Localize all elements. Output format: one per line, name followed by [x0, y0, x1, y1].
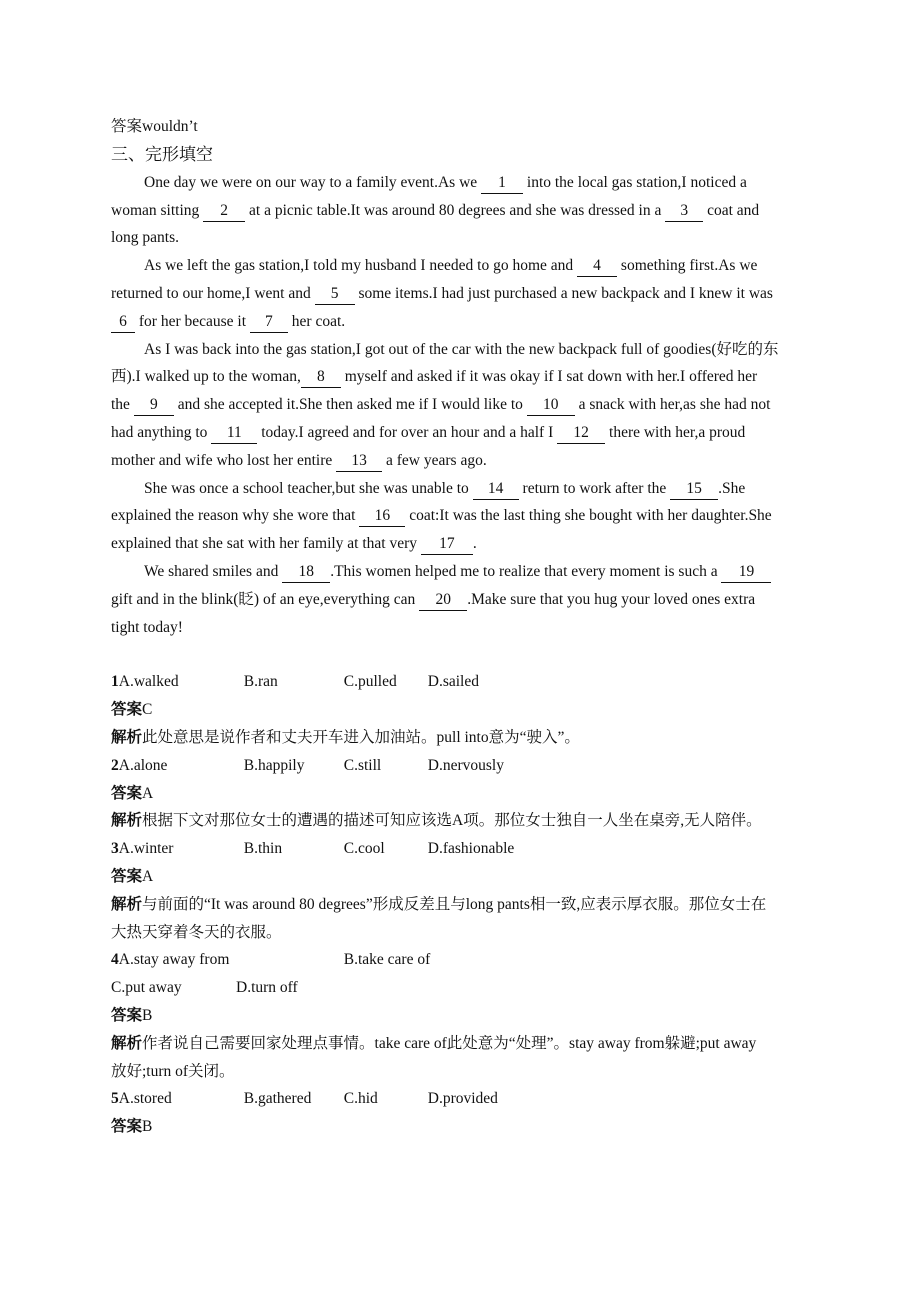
passage-text: As we left the gas station,I told my husband I needed to go home and	[144, 257, 578, 275]
question-5	[111, 1085, 811, 1141]
passage-text: explained that she sat with her family at that very	[111, 535, 421, 553]
option-b: B.happily	[243, 756, 305, 774]
answer-label: 答案	[111, 118, 143, 135]
passage-text: 西).I walked up to the woman,	[111, 368, 301, 386]
answer-label: 答案	[111, 784, 143, 802]
question-number: 5	[111, 1090, 119, 1108]
answer-label: 答案	[111, 1118, 143, 1136]
option-b: B.gathered	[243, 1090, 312, 1108]
passage-text: One day we were on our way to a family event.As we	[144, 173, 482, 191]
analysis-label: 解析	[111, 895, 143, 913]
blank-14: 14	[473, 479, 519, 500]
document-page	[111, 113, 811, 1141]
passage-paragraph-1	[111, 169, 811, 252]
blank-20: 20	[419, 590, 467, 611]
blank-2: 2	[203, 201, 245, 222]
analysis-label: 解析	[111, 1034, 143, 1052]
option-a: A.stored	[118, 1090, 172, 1108]
passage-text: into the local gas station,I noticed a	[523, 173, 747, 191]
passage-text: returned to our home,I went and	[111, 284, 315, 302]
analysis-text: 大热天穿着冬天的衣服。	[111, 923, 282, 941]
blank-15: 15	[670, 479, 718, 500]
option-d: D.provided	[427, 1090, 498, 1108]
passage-text: return to work after the	[518, 479, 671, 497]
passage-text: a snack with her,as she had not	[574, 396, 771, 414]
passage-paragraph-5	[111, 558, 811, 641]
blank-1: 1	[481, 173, 523, 194]
answer-value: A	[142, 867, 154, 885]
passage-paragraph-4	[111, 475, 811, 558]
option-d: D.sailed	[427, 673, 479, 691]
previous-answer	[111, 113, 811, 141]
option-c: C.pulled	[343, 673, 397, 691]
question-number: 3	[111, 840, 119, 858]
analysis-label: 解析	[111, 812, 143, 830]
blank-19: 19	[721, 562, 771, 583]
passage-text: today.I agreed and for over an hour and a half I	[257, 423, 558, 441]
answer-value: A	[142, 784, 154, 802]
option-c: C.hid	[343, 1090, 378, 1108]
passage-text: a few years ago.	[382, 451, 487, 469]
blank-11: 11	[211, 423, 257, 444]
passage-text: something first.As we	[617, 257, 758, 275]
answer-value: wouldn’t	[142, 118, 198, 135]
passage-paragraph-3	[111, 336, 811, 475]
passage-text: .She	[718, 479, 746, 497]
passage-text: She was once a school teacher,but she was unable to	[144, 479, 473, 497]
analysis-text: 此处意思是说作者和丈夫开车进入加油站。pull into意为“驶入”。	[142, 728, 580, 746]
option-d: D.fashionable	[427, 840, 515, 858]
passage-text: some items.I had just purchased a new backpack and I knew it was	[354, 284, 773, 302]
question-number: 4	[111, 951, 119, 969]
blank-7: 7	[250, 312, 288, 333]
blank-10: 10	[527, 395, 575, 416]
blank-9: 9	[134, 395, 174, 416]
passage-text: myself and asked if it was okay if I sat down with her.I offered her	[340, 368, 758, 386]
question-4	[111, 946, 811, 1085]
blank-18: 18	[282, 562, 330, 583]
passage-text: .	[472, 535, 477, 553]
blank-8: 8	[301, 367, 341, 388]
passage-text: the	[111, 396, 134, 414]
question-3	[111, 835, 811, 946]
passage-text: woman sitting	[111, 201, 204, 219]
question-2	[111, 752, 811, 835]
passage-text: .Make sure that you hug your loved ones extra	[467, 590, 756, 608]
passage-text: there with her,a proud	[605, 423, 746, 441]
analysis-label: 解析	[111, 728, 143, 746]
blank-4: 4	[577, 256, 617, 277]
question-number: 2	[111, 756, 119, 774]
blank-17: 17	[421, 534, 473, 555]
blank-12: 12	[557, 423, 605, 444]
passage-text: at a picnic table.It was around 80 degrees and she was dressed in a	[245, 201, 666, 219]
blank-5: 5	[315, 284, 355, 305]
passage-text: .This women helped me to realize that every moment is such a	[330, 562, 722, 580]
answer-value: C	[142, 701, 153, 719]
question-number: 1	[111, 673, 119, 691]
option-c: C.put away	[111, 979, 182, 997]
passage-text: and she accepted it.She then asked me if I would like to	[173, 396, 527, 414]
option-a: A.winter	[118, 840, 174, 858]
analysis-text: 放好;turn of关闭。	[111, 1062, 235, 1080]
answer-label: 答案	[111, 1006, 143, 1024]
blank-13: 13	[336, 451, 382, 472]
option-d: D.turn off	[236, 979, 298, 997]
passage-text: tight today!	[111, 618, 183, 636]
option-a: A.stay away from	[118, 951, 230, 969]
passage-text: mother and wife who lost her entire	[111, 451, 337, 469]
answer-label: 答案	[111, 701, 143, 719]
section-title: 三、完形填空	[111, 144, 213, 164]
question-1	[111, 668, 811, 751]
answer-value: B	[142, 1118, 153, 1136]
blank-16: 16	[359, 506, 405, 527]
option-b: B.ran	[243, 673, 278, 691]
option-b: B.take care of	[343, 951, 431, 969]
option-a: A.walked	[118, 673, 179, 691]
passage-text: had anything to	[111, 423, 212, 441]
passage-text: coat and	[703, 201, 760, 219]
passage-text: gift and in the blink(眨) of an eye,everything can	[111, 590, 420, 608]
blank-6: 6	[111, 312, 135, 333]
analysis-text: 根据下文对那位女士的遭遇的描述可知应该选A项。那位女士独自一人坐在桌旁,无人陪伴。	[142, 812, 762, 830]
blank-3: 3	[665, 201, 703, 222]
passage-text: coat:It was the last thing she bought with her daughter.She	[405, 507, 772, 525]
option-d: D.nervously	[427, 756, 504, 774]
analysis-text: 与前面的“It was around 80 degrees”形成反差且与long pants相一致,应表示厚衣服。那位女士在	[142, 895, 767, 913]
passage-text: for her because it	[135, 312, 250, 330]
answer-value: B	[142, 1006, 153, 1024]
option-a: A.alone	[118, 756, 168, 774]
passage-text: her coat.	[287, 312, 346, 330]
analysis-text: 作者说自己需要回家处理点事情。take care of此处意为“处理”。stay away from躲避;put away	[142, 1034, 757, 1052]
passage-text: long pants.	[111, 229, 180, 247]
option-c: C.still	[343, 756, 382, 774]
passage-text: We shared smiles and	[144, 562, 283, 580]
option-b: B.thin	[243, 840, 283, 858]
option-c: C.cool	[343, 840, 385, 858]
answer-label: 答案	[111, 867, 143, 885]
passage-text: As I was back into the gas station,I got out of the car with the new backpack full of goodies(好吃的东	[144, 340, 779, 358]
passage-text: explained the reason why she wore that	[111, 507, 360, 525]
passage-paragraph-2	[111, 252, 811, 335]
